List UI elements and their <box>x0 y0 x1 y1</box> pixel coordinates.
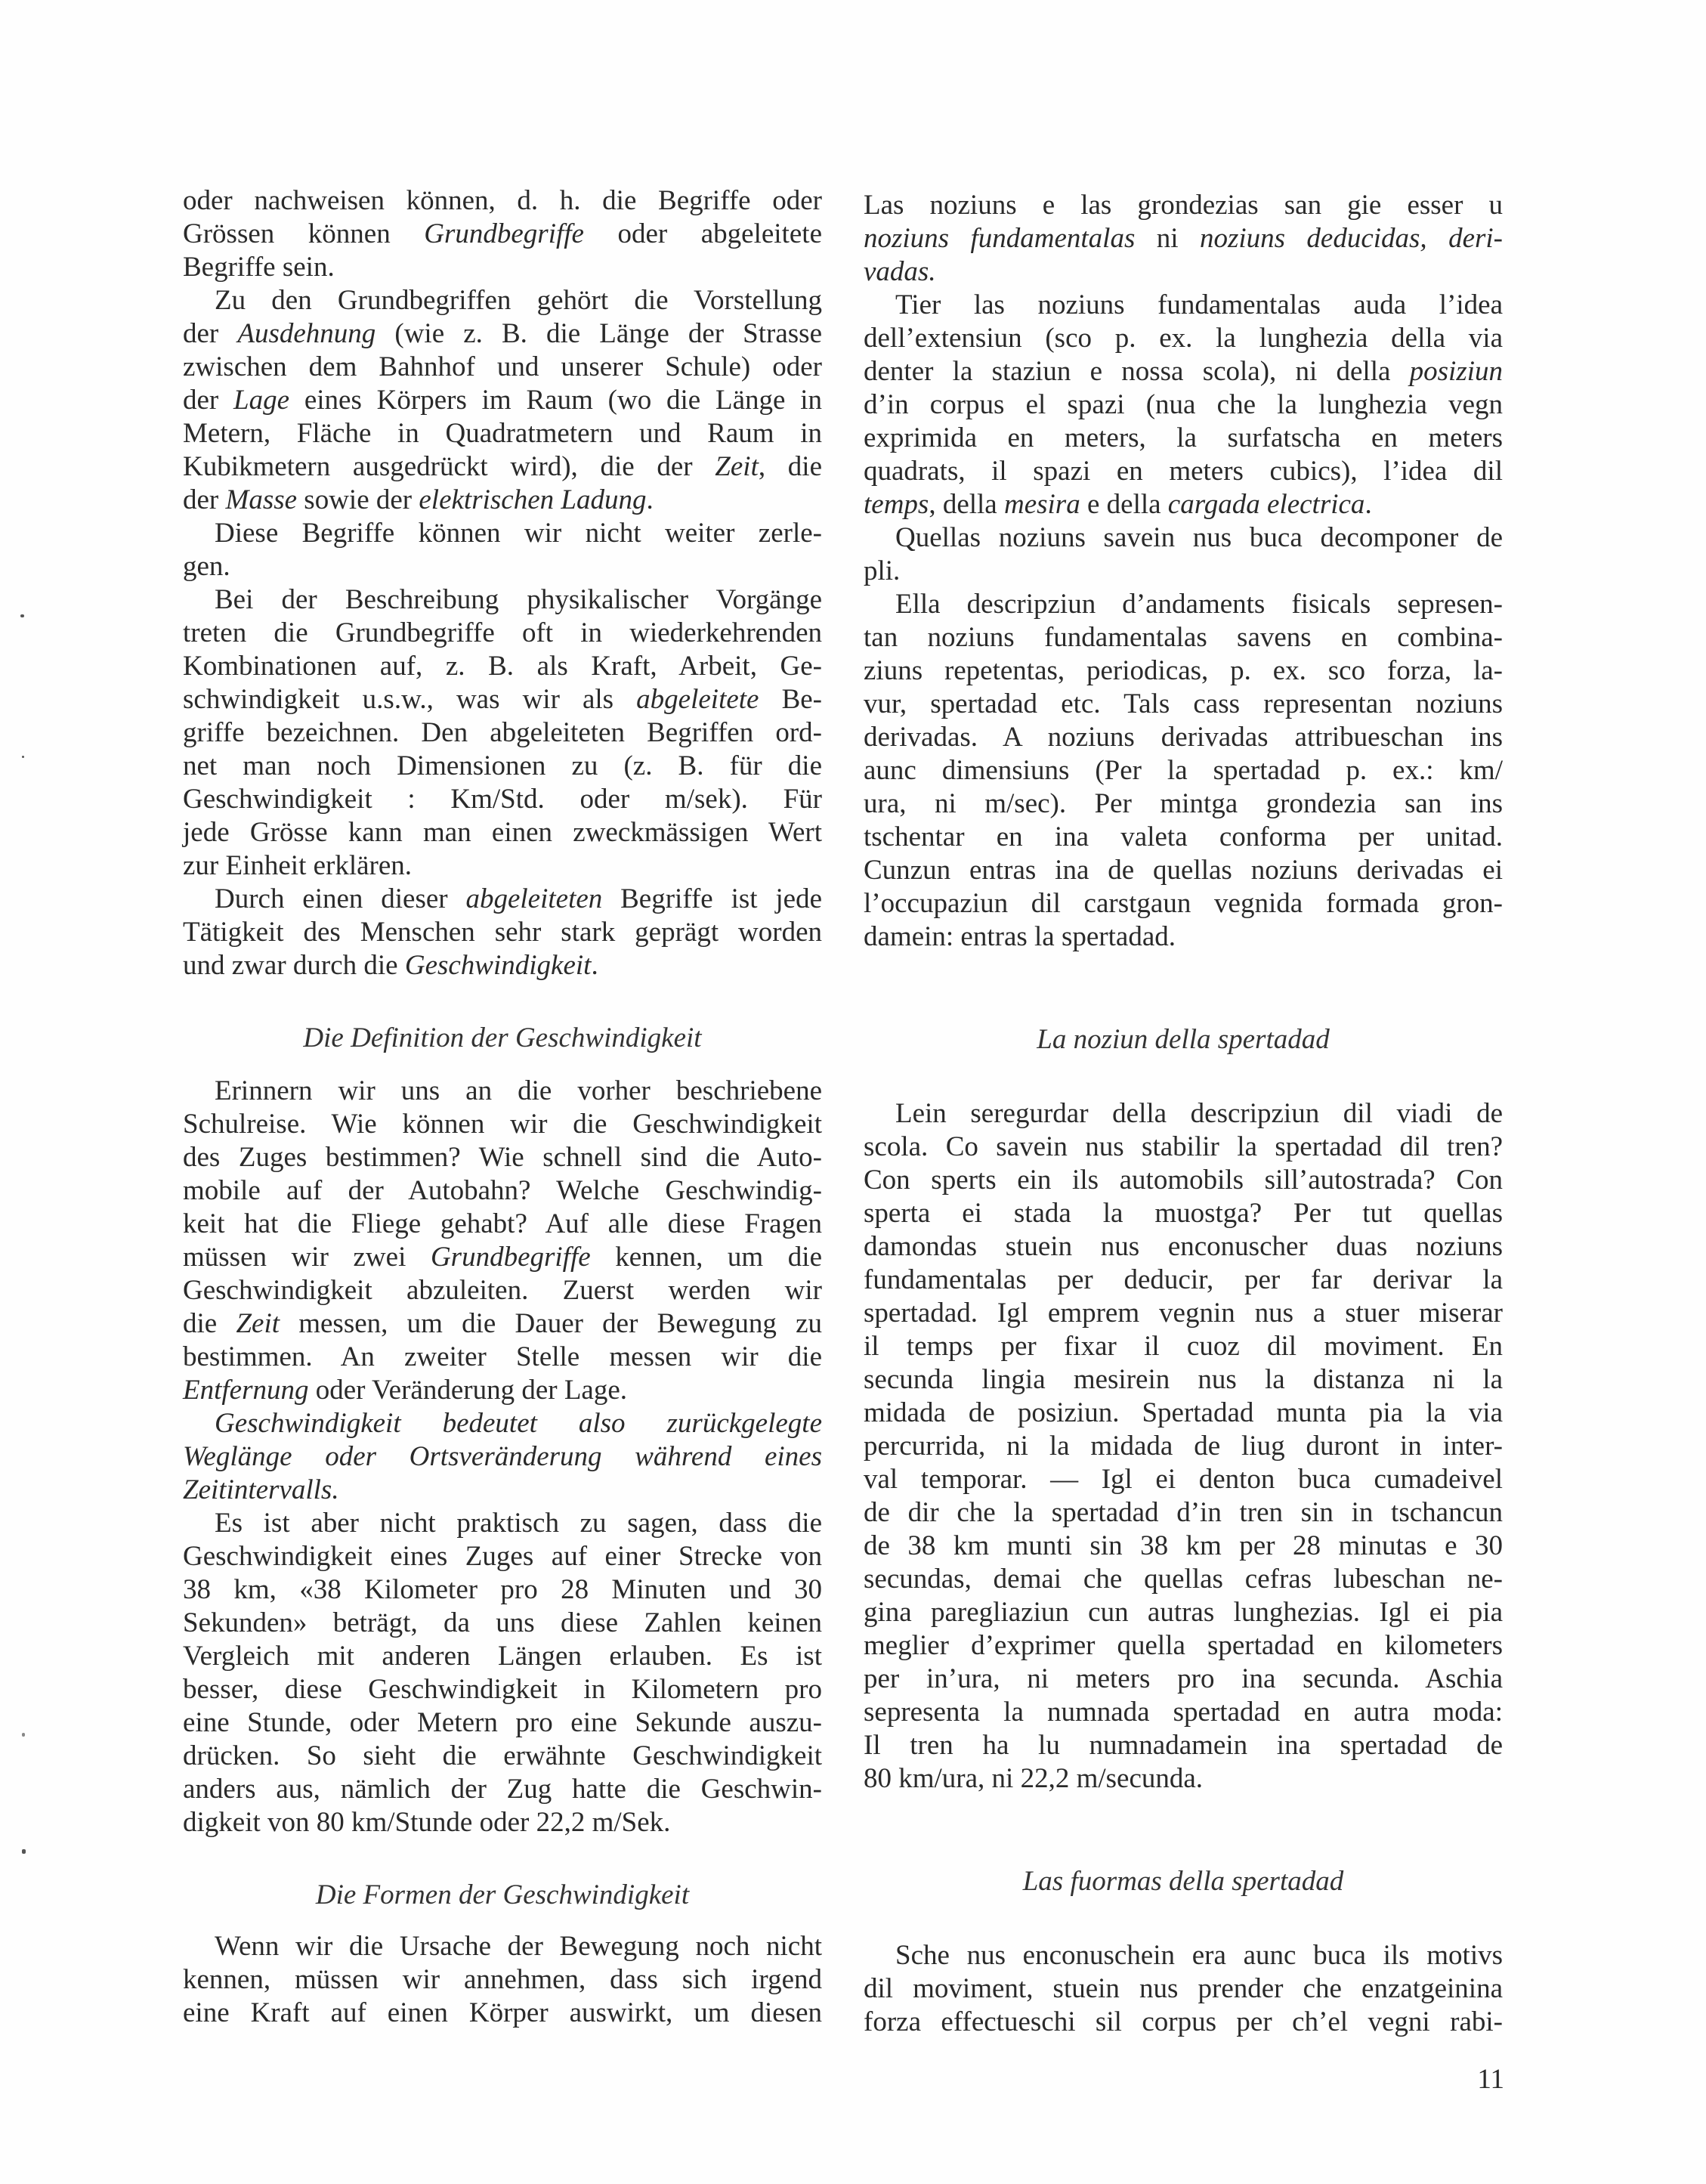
text-line: Tier las noziuns fundamentalas auda l’idea <box>895 289 1503 320</box>
text-line: de 38 km munti sin 38 km per 28 minutas e 30 <box>864 1530 1503 1561</box>
text-line: jede Grösse kann man einen zweckmässigen Wert <box>183 817 822 848</box>
scan-speck <box>22 1849 26 1854</box>
text-line: dil moviment, stuein nus prender che enzatgeinina <box>864 1973 1503 2004</box>
text-line: temps, della mesira e della cargada electrica. <box>864 489 1372 520</box>
text-line: d’in corpus el spazi (nua che la lunghezia vegn <box>864 389 1503 420</box>
paragraph <box>183 1407 822 1507</box>
text-line: Tätigkeit des Menschen sehr stark geprägt worden <box>183 917 822 948</box>
text-line: Geschwindigkeit bedeutet also zurückgelegte <box>215 1408 822 1439</box>
text-line: damondas stuein nus enconuscher duas noziuns <box>864 1231 1503 1262</box>
text-line: forza effectueschi sil corpus per ch’el vegni rabi- <box>864 2006 1503 2037</box>
text-line: zwischen dem Bahnhof und unserer Schule) oder <box>183 351 822 382</box>
paragraph <box>183 517 822 583</box>
text-line: vur, spertadad etc. Tals cass representan noziuns <box>864 688 1503 719</box>
text-line: und zwar durch die Geschwindigkeit. <box>183 950 598 981</box>
text-line: Bei der Beschreibung physikalischer Vorgänge <box>215 584 822 615</box>
text-line: midada de posiziun. Spertadad munta pia la via <box>864 1397 1503 1428</box>
text-line: damein: entras la spertadad. <box>864 921 1176 952</box>
text-line: Diese Begriffe können wir nicht weiter zerle- <box>215 518 822 549</box>
paragraph <box>183 583 822 883</box>
text-line: Cunzun entras ina de quellas noziuns derivadas ei <box>864 855 1503 886</box>
text-line: der Ausdehnung (wie z. B. die Länge der Strasse <box>183 318 822 349</box>
text-line: Entfernung oder Veränderung der Lage. <box>183 1375 628 1406</box>
text-line: ura, ni m/sec). Per mintga grondezia san ins <box>864 788 1503 819</box>
text-line: per in’ura, ni meters pro ina secunda. Aschia <box>864 1663 1503 1694</box>
text-line: besser, diese Geschwindigkeit in Kilometern pro <box>183 1674 822 1705</box>
text-line: Geschwindigkeit : Km/Std. oder m/sek). Für <box>183 784 822 815</box>
text-line: Zu den Grundbegriffen gehört die Vorstellung <box>215 285 822 316</box>
paragraph <box>864 189 1503 289</box>
scan-speck <box>20 614 24 617</box>
text-line: keit hat die Fliege gehabt? Auf alle diese Fragen <box>183 1208 822 1239</box>
text-line: tschentar en ina valeta conforma per unitad. <box>864 821 1503 852</box>
text-line: Es ist aber nicht praktisch zu sagen, dass die <box>215 1508 822 1539</box>
text-line: Metern, Fläche in Quadratmetern und Raum in <box>183 418 822 449</box>
text-line: val temporar. — Igl ei denton buca cumadeivel <box>864 1464 1503 1495</box>
text-line: Con sperts ein ils automobils sill’autostrada? Con <box>864 1165 1503 1196</box>
text-line: vadas. <box>864 256 936 287</box>
paragraph <box>864 1939 1503 2039</box>
text-line: quadrats, il spazi en meters cubics), l’idea dil <box>864 456 1503 487</box>
section-heading: Las fuormas della spertadad <box>1022 1866 1344 1897</box>
paragraph <box>183 1930 822 2030</box>
text-line: derivadas. A noziuns derivadas attribueschan ins <box>864 722 1503 753</box>
text-line: net man noch Dimensionen zu (z. B. für die <box>183 750 822 781</box>
paragraph <box>183 1507 822 1839</box>
text-line: Las noziuns e las grondezias san gie esser u <box>864 190 1503 221</box>
text-line: aunc dimensiuns (Per la spertadad p. ex.: km/ <box>864 755 1503 786</box>
right-column-romansh <box>864 189 1503 2039</box>
text-line: mobile auf der Autobahn? Welche Geschwindig- <box>183 1175 822 1206</box>
text-line: eine Kraft auf einen Körper auswirkt, um diesen <box>183 1997 822 2028</box>
text-line: müssen wir zwei Grundbegriffe kennen, um die <box>183 1242 823 1273</box>
text-line: schwindigkeit u.s.w., was wir als abgeleitete Be- <box>183 684 822 715</box>
text-line: drücken. So sieht die erwähnte Geschwindigkeit <box>183 1740 822 1771</box>
text-line: Vergleich mit anderen Längen erlauben. Es ist <box>183 1641 822 1672</box>
text-line: gina paregliaziun cun autras lunghezias. Igl ei pia <box>864 1597 1503 1628</box>
text-line: des Zuges bestimmen? Wie schnell sind die Auto- <box>183 1142 822 1173</box>
text-line: anders aus, nämlich der Zug hatte die Geschwin- <box>183 1774 822 1805</box>
text-line: sperta ei stada la muostga? Per tut quellas <box>864 1198 1503 1229</box>
text-line: Geschwindigkeit eines Zuges auf einer Strecke von <box>183 1541 822 1572</box>
text-line: Sche nus enconuschein era aunc buca ils motivs <box>895 1940 1503 1971</box>
paragraph <box>183 284 822 517</box>
text-line: der Masse sowie der elektrischen Ladung. <box>183 484 654 515</box>
text-line: sepresenta la numnada spertadad en autra moda: <box>864 1697 1503 1728</box>
scan-speck <box>22 756 24 758</box>
text-line: treten die Grundbegriffe oft in wiederkehrenden <box>183 617 822 648</box>
text-line: secunda lingia mesirein nus la distanza ni la <box>864 1364 1503 1395</box>
text-line: Geschwindigkeit abzuleiten. Zuerst werden wir <box>183 1275 822 1306</box>
text-line: digkeit von 80 km/Stunde oder 22,2 m/Sek. <box>183 1807 671 1838</box>
text-line: l’occupaziun dil carstgaun vegnida formada gron- <box>864 888 1503 919</box>
text-line: Zeitintervalls. <box>183 1474 339 1505</box>
text-line: ziuns repetentas, periodicas, p. ex. sco forza, la- <box>864 655 1503 686</box>
text-line: Lein seregurdar della descripziun dil viadi de <box>895 1098 1503 1129</box>
paragraph <box>183 184 822 284</box>
text-line: Ella descripziun d’andaments fisicals sepresen- <box>895 589 1503 620</box>
paragraph <box>864 521 1503 588</box>
text-line: denter la staziun e nossa scola), ni della posiziun <box>864 356 1503 387</box>
text-line: spertadad. Igl emprem vegnin nus a stuer miserar <box>864 1298 1503 1329</box>
text-line: pli. <box>864 555 901 586</box>
text-line: fundamentalas per deducir, per far derivar la <box>864 1264 1503 1295</box>
paragraph <box>864 588 1503 954</box>
text-line: Grössen können Grundbegriffe oder abgeleitete <box>183 218 822 249</box>
text-line: Il tren ha lu numnadamein ina spertadad de <box>864 1730 1503 1761</box>
text-line: Kombinationen auf, z. B. als Kraft, Arbeit, Ge- <box>183 651 822 682</box>
text-line: Wenn wir die Ursache der Bewegung noch nicht <box>215 1931 822 1962</box>
text-line: percurrida, ni la midada de liug duront in inter- <box>864 1431 1503 1462</box>
text-line: griffe bezeichnen. Den abgeleiteten Begriffen ord- <box>183 717 822 748</box>
text-line: gen. <box>183 551 230 582</box>
text-line: de dir che la spertadad d’in tren sin in tschancun <box>864 1497 1503 1528</box>
text-line: Weglänge oder Ortsveränderung während eines <box>183 1441 822 1472</box>
text-line: 80 km/ura, ni 22,2 m/secunda. <box>864 1763 1204 1794</box>
paragraph <box>183 883 822 982</box>
text-line: der Lage eines Körpers im Raum (wo die Länge in <box>183 385 822 416</box>
text-line: Sekunden» beträgt, da uns diese Zahlen keinen <box>183 1607 822 1638</box>
paragraph <box>864 1097 1503 1796</box>
text-line: scola. Co savein nus stabilir la spertadad dil tren? <box>864 1131 1503 1162</box>
text-line: Schulreise. Wie können wir die Geschwindigkeit <box>183 1109 822 1140</box>
text-line: Durch einen dieser abgeleiteten Begriffe ist jede <box>215 883 822 914</box>
text-line: Quellas noziuns savein nus buca decomponer de <box>895 522 1503 553</box>
page-number: 11 <box>1477 2064 1504 2095</box>
text-line: oder nachweisen können, d. h. die Begriffe oder <box>183 185 822 216</box>
paragraph <box>183 1075 822 1407</box>
text-line: bestimmen. An zweiter Stelle messen wir die <box>183 1341 822 1372</box>
scan-speck <box>22 1733 25 1737</box>
text-line: 38 km, «38 Kilometer pro 28 Minuten und 30 <box>183 1574 822 1605</box>
section-heading: Die Definition der Geschwindigkeit <box>303 1022 702 1053</box>
text-line: meglier d’exprimer quella spertadad en kilometers <box>864 1630 1503 1661</box>
section-heading: La noziun della spertadad <box>1037 1024 1330 1055</box>
text-line: tan noziuns fundamentalas savens en combina- <box>864 622 1503 653</box>
text-line: kennen, müssen wir annehmen, dass sich irgend <box>183 1964 822 1995</box>
left-column-german <box>183 184 822 2030</box>
text-line: eine Stunde, oder Metern pro eine Sekunde auszu- <box>183 1707 822 1738</box>
text-line: Kubikmetern ausgedrückt wird), die der Zeit, die <box>183 451 823 482</box>
text-line: Begriffe sein. <box>183 252 335 283</box>
text-line: dell’extensiun (sco p. ex. la lunghezia della via <box>864 323 1503 354</box>
text-line: Erinnern wir uns an die vorher beschriebene <box>215 1075 822 1106</box>
text-line: zur Einheit erklären. <box>183 850 413 881</box>
text-line: secundas, demai che quellas cefras lubeschan ne- <box>864 1564 1503 1595</box>
text-line: exprimida en meters, la surfatscha en meters <box>864 422 1503 453</box>
text-line: il temps per fixar il cuoz dil moviment. En <box>864 1331 1503 1362</box>
section-heading: Die Formen der Geschwindigkeit <box>315 1879 690 1910</box>
paragraph <box>864 289 1503 521</box>
text-line: noziuns fundamentalas ni noziuns deducidas, deri- <box>864 223 1503 254</box>
text-line: die Zeit messen, um die Dauer der Bewegung zu <box>183 1308 823 1339</box>
